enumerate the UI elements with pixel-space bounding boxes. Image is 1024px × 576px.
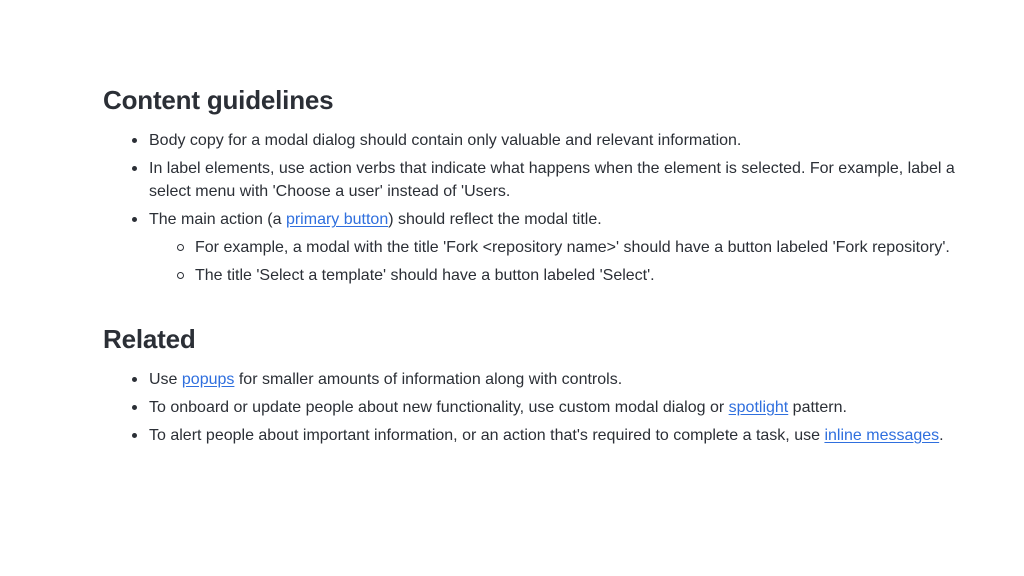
list-item-text: To alert people about important information, or an action that's required to complete a task, use: [149, 427, 825, 444]
list-item-text: ) should reflect the modal title.: [388, 211, 602, 228]
popups-link[interactable]: popups: [181, 371, 235, 388]
primary-button-link[interactable]: primary button: [285, 211, 389, 228]
content-guidelines-heading: Content guidelines: [103, 85, 334, 115]
related-section: [103, 323, 984, 447]
list-item: [149, 424, 969, 447]
related-heading: Related: [103, 324, 196, 354]
sub-list: [149, 236, 969, 287]
list-item: [149, 368, 969, 391]
inline-messages-link[interactable]: inline messages: [824, 427, 940, 444]
list-item-text: for smaller amounts of information along with controls.: [234, 371, 623, 388]
list-item-text: pattern.: [788, 399, 847, 416]
related-list: [103, 368, 984, 447]
spotlight-link[interactable]: spotlight: [728, 399, 789, 416]
list-item-text: Use: [149, 371, 182, 388]
list-item: In label elements, use action verbs that indicate what happens when the element is selected. For example, label a select menu with 'Choose a user' instead of 'Users.: [149, 157, 969, 203]
list-item: Body copy for a modal dialog should contain only valuable and relevant information.: [149, 129, 969, 152]
sub-list-item: For example, a modal with the title 'Fork <repository name>' should have a button labeled 'Fork repository'.: [195, 236, 965, 259]
list-item-text: The main action (a: [149, 211, 286, 228]
list-item-text: To onboard or update people about new functionality, use custom modal dialog or: [149, 399, 729, 416]
list-item: [149, 208, 969, 287]
content-guidelines-list: [103, 129, 984, 287]
list-item: [149, 396, 969, 419]
sub-list-item: The title 'Select a template' should have a button labeled 'Select'.: [195, 264, 965, 287]
list-item-text: .: [939, 427, 944, 444]
content-guidelines-section: [103, 84, 984, 287]
